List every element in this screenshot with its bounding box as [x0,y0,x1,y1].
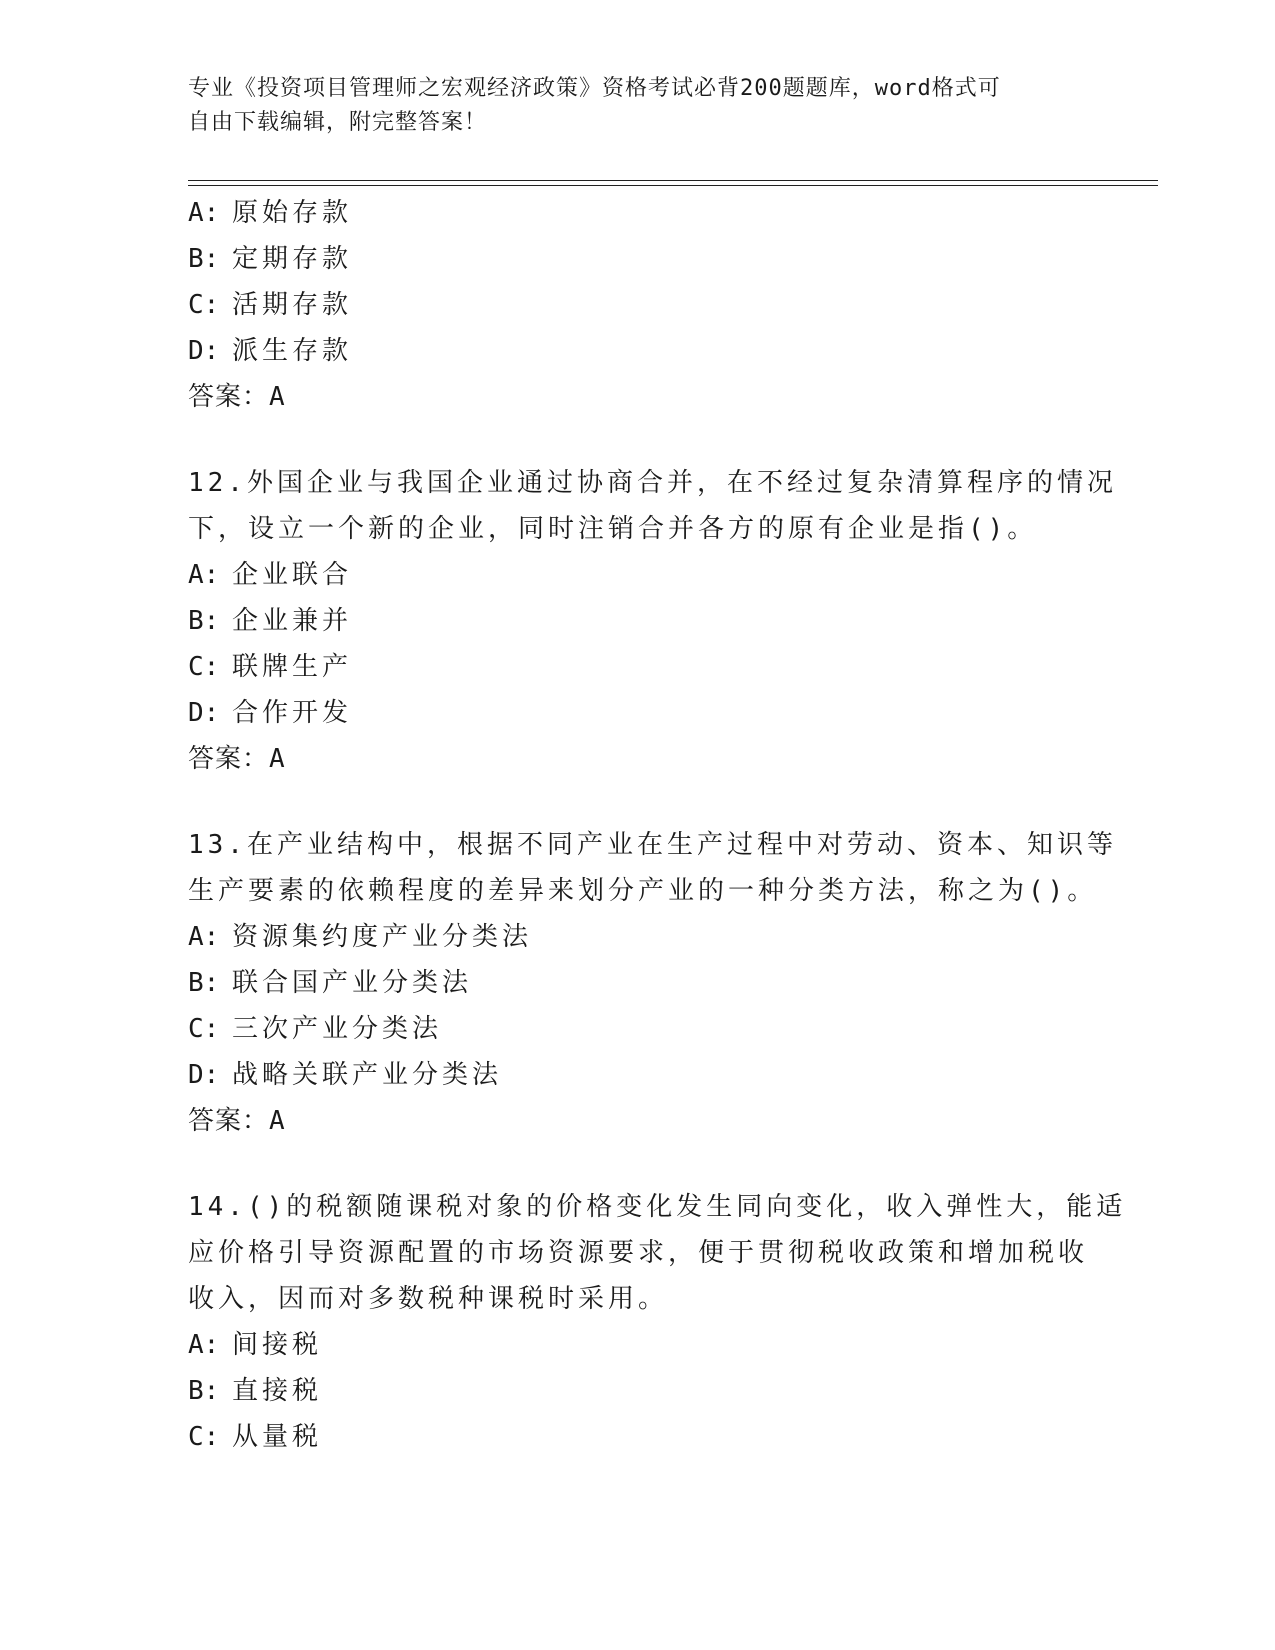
option-c: C: 从量税 [188,1422,323,1452]
header-line-2: 自由下载编辑，附完整答案！ [188,110,488,135]
answer-line: 答案：A [188,744,286,774]
option-a: A: 资源集约度产业分类法 [188,922,533,952]
option-c: C: 联牌生产 [188,652,353,682]
option-b: B: 直接税 [188,1376,323,1406]
option-b: B: 企业兼并 [188,606,353,636]
stem-line: 14.()的税额随课税对象的价格变化发生同向变化，收入弹性大，能适 [188,1192,1127,1222]
option-c: C: 三次产业分类法 [188,1014,443,1044]
stem-line: 应价格引导资源配置的市场资源要求，便于贯彻税收政策和增加税收 [188,1238,1089,1268]
stem-line: 下，设立一个新的企业，同时注销合并各方的原有企业是指()。 [188,514,1038,544]
question-stem [188,1184,1127,1322]
stem-line: 13.在产业结构中，根据不同产业在生产过程中对劳动、资本、知识等 [188,830,1117,860]
option-a: A: 间接税 [188,1330,323,1360]
question-13 [188,822,1117,1144]
answer-line: 答案：A [188,1106,286,1136]
option-c: C: 活期存款 [188,290,353,320]
question-content [188,190,1127,1460]
option-a: A: 企业联合 [188,560,353,590]
option-d: D: 合作开发 [188,698,353,728]
answer-line: 答案：A [188,382,286,412]
header-line-1: 专业《投资项目管理师之宏观经济政策》资格考试必背200题题库，word格式可 [188,76,1001,101]
question-11-options [188,190,1088,420]
option-b: B: 定期存款 [188,244,353,274]
stem-line: 收入，因而对多数税种课税时采用。 [188,1284,669,1314]
document-header [188,72,1068,140]
question-stem [188,822,1117,914]
option-d: D: 战略关联产业分类法 [188,1060,503,1090]
option-d: D: 派生存款 [188,336,353,366]
stem-line: 生产要素的依赖程度的差异来划分产业的一种分类方法，称之为()。 [188,876,1098,906]
option-a: A: 原始存款 [188,198,353,228]
option-b: B: 联合国产业分类法 [188,968,473,998]
header-rule-top [188,180,1158,181]
question-12 [188,460,1117,782]
question-stem [188,460,1117,552]
question-14 [188,1184,1127,1460]
stem-line: 12.外国企业与我国企业通过协商合并，在不经过复杂清算程序的情况 [188,468,1117,498]
header-rule-bottom [188,185,1158,186]
